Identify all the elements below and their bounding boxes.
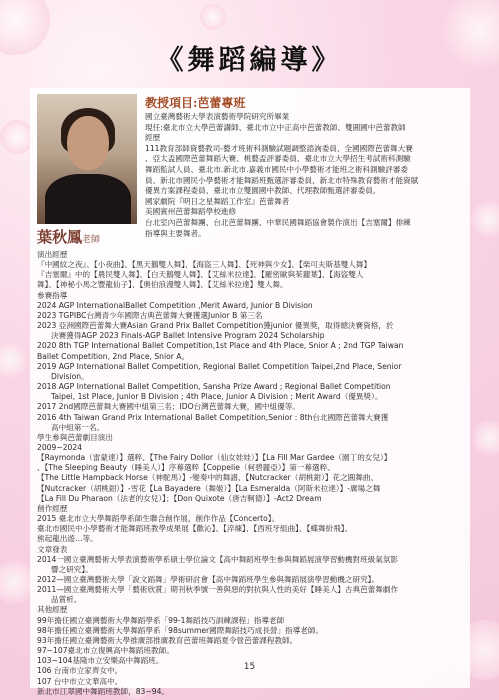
teacher-name: [37, 226, 100, 247]
text-line: 【Raymonda（雷蒙達）】選粹、【The Fairy Dollor（仙女娃娃）】【La Fill Mar Gardee（園丁的女兒）】: [37, 453, 392, 463]
text-line: 、【The Sleeping Beauty（睡美人）】序幕選粹【Coppelie（柯碧麗亞）】第一幕選粹、: [37, 463, 335, 473]
text-line: 2018 AGP International Ballet Competition, Sansha Prize Award ; Regional Ballet Competition: [37, 382, 391, 392]
text-line: 2014一國立臺灣藝術大學表演藝術學系碩士學位論文【高中舞蹈班學生參與舞蹈展演學習動機對班級氣氛影: [37, 554, 399, 564]
blossom-decoration: [200, 4, 226, 30]
text-line: 2015 臺北市立大學舞蹈學系師生聯合創作展，創作作品【Concerto】。: [37, 514, 280, 524]
text-line: 106 台南市立家齊女中。: [37, 666, 123, 676]
teacher-name-suffix: 老師: [82, 235, 101, 245]
text-line: 其他經歷: [37, 605, 68, 615]
text-line: 2012—國立臺灣藝術大學「說文蹈舞」學術研討會【高中舞蹈班學生參與舞蹈展演學習動機之研究】。: [37, 575, 380, 584]
bio-line: 員、新北市國民小學藝術才能舞蹈班甄選評審委員、新北市特殊教育藝術才能資賦: [145, 175, 419, 185]
text-line: 舞】、【神秘小馬之豐龍仙子】、【奧伯浪漫雙人舞】、【艾絲米拉達】雙人舞。: [37, 280, 288, 290]
bio-line: 現任:臺北市立大學芭蕾講師、臺北市立中正高中芭蕾教師、雙圓國中芭蕾教師: [145, 122, 406, 132]
text-line: 演出經歷: [37, 250, 68, 259]
text-line: 98年擔任國立臺灣藝術大學舞蹈學系「98summer國際舞蹈技巧成長營」指導老師。: [37, 625, 324, 635]
experience-text: [37, 250, 465, 697]
bio-line: 國立臺灣藝術大學表演藝術學院研究所畢業: [145, 112, 290, 121]
text-line: 2024 AGP InternationalBallet Competition ,Merit Award, Junior B Division: [37, 300, 313, 310]
text-line: 『中國紋之夜』、【小夜曲】、【黑天鵝雙人舞】、【海盜三人舞】、【死神與少女】、【柴可夫斯基雙人舞】: [37, 260, 372, 270]
text-line: 品賞析。: [51, 595, 82, 605]
blossom-decoration: [470, 200, 499, 238]
bio-line: 美國賓州芭蕾舞蹈學校進修: [145, 207, 237, 217]
text-line: 決賽獲得AGP 2023 Finals-AGP Ballet Intensive Program 2024 Scholarship: [51, 331, 325, 341]
text-line: 熊起龍出遊…等。: [37, 534, 98, 544]
blossom-decoration: [0, 340, 30, 380]
bio-line: 指導與主要舞者。: [145, 228, 206, 238]
text-line: 學生參與芭蕾劇目演出: [37, 432, 113, 442]
text-line: 文章發表: [37, 544, 68, 554]
text-line: 97~107臺北市立復興高中舞蹈班教師。: [37, 646, 174, 656]
text-line: Division。: [51, 371, 89, 381]
text-line: 參賽指導: [37, 290, 68, 300]
text-line: 2019 AGP International Ballet Competition, Regional Ballet Competition Taipei,2nd Place, Senior: [37, 361, 402, 371]
text-line: Taipei, 1st Place, Junior B Division ; 4th Place, Junior A Division ; Merit Award（優異獎）。: [51, 392, 383, 402]
bio-line: 111教育部師資藝教司-藝才班術科測驗試題調整諮詢委員、全國國際芭蕾舞大賽: [145, 143, 413, 153]
text-line: 新北市江翠國中舞蹈班教師，83~94。: [37, 686, 169, 696]
text-line: 創作經歷: [37, 503, 68, 513]
teacher-name-text: 葉秋鳳: [37, 228, 83, 246]
text-line: 2016 4th Taiwan Grand Prix International Ballet Competition,Senior : 8th台北國際芭蕾舞大賽獲: [37, 412, 389, 422]
text-line: 【Nutcracker（胡桃鉗）】-雪花【La Bayadere（舞姬）】【La Esmeralda（阿斯米拉達）】-廣場之舞: [37, 483, 381, 493]
blossom-decoration: [472, 420, 499, 456]
text-line: 99年擔任國立臺灣藝術大學舞蹈學系「99-1舞蹈技巧訓練課程」指導老師: [37, 615, 285, 625]
text-line: 【The Little Hampback Horse（神駝馬）】-變奏中的舞譜、【Nutcracker（胡桃鉗）】花之圓舞曲、: [37, 473, 379, 483]
bio-line: 、亞太盃國際芭蕾舞蹈大賽、桃藝盃評審委員、臺北市立大學招生考試術科測驗: [145, 154, 411, 164]
teacher-portrait-photo: [37, 94, 137, 224]
text-line: 臺北市國民中小學藝術才能舞蹈班教學成果展【歡沁】、【淬煉】、【西班牙組曲】、【蝶舞紛飛】、: [37, 524, 353, 534]
text-line: 『吉塞爾』中的【農民雙人舞】、【白天鵝雙人舞】、【艾絲米拉達】、【羅密歐與茱麗葉】、【海盜雙人: [37, 270, 364, 280]
text-line: 2009~2024: [37, 442, 83, 452]
text-line: 2020 8th TGP International Ballet Competition,1st Place and 4th Place, Snior A ; 2nd TGP Taiwan: [37, 341, 404, 351]
text-line: 93年擔任國立臺灣藝術大學推廣部推廣教育芭蕾班舞蹈夏令營芭蕾課程教師。: [37, 635, 298, 645]
bio-line: 優異方案課程委員、臺北市立雙園國中教師、代理教師甄選評審委員。: [145, 186, 381, 196]
text-line: 2011—國立臺灣藝術大學「藝術欣賞」期刊秋季號一善與惡的對抗與人性的美好【睡美人】古典芭蕾舞劇作: [37, 585, 399, 595]
text-line: 2023 亞洲國際芭蕾舞大賽Asian Grand Prix Ballet Competition獲junior 優異獎，取得總決賽資格，於: [37, 321, 394, 331]
bio-line: 台北室內芭蕾舞團、台北芭蕾舞團、中華民國舞蹈協會製作演出【吉塞爾】排練: [145, 217, 411, 227]
text-line: 103~104基隆市立安樂高中舞蹈班。: [37, 656, 164, 666]
blossom-decoration: [0, 120, 34, 154]
text-line: 高中組第一名。: [51, 422, 105, 432]
teacher-bio: [145, 112, 463, 239]
text-line: 2023 TGPIBC台灣青少年國際古典芭蕾舞大賽獲選Junior B 第三名: [37, 310, 263, 320]
text-line: 響之研究】。: [51, 564, 93, 574]
bio-line: 舞蹈監試人員、臺北市.新北市.嘉義市國民中小學藝術才能班之術科測驗評審委: [145, 164, 409, 174]
text-line: 107 台中市立文華高中。: [37, 676, 123, 686]
bio-line: 經歷: [145, 133, 161, 143]
teaching-subject: 教授項目:芭蕾專班: [145, 96, 246, 110]
text-line: Ballet Competition, 2nd Place, Snior A。: [37, 351, 190, 361]
page-number: 15: [243, 662, 256, 672]
bio-line: 國家劇院『明日之星舞蹈工作室』芭蕾舞者: [145, 196, 290, 206]
page-title: 《舞蹈編導》: [156, 45, 343, 76]
text-line: 2017 2nd國際芭蕾舞大賽國中組第三名；IDO台灣芭蕾舞大賽，國中組優等。: [37, 402, 300, 412]
text-line: 【La Fill Du Pharaon（法老的女兒）】；【Don Quixote（唐吉軻德）】-Act2 Dream: [37, 493, 322, 503]
